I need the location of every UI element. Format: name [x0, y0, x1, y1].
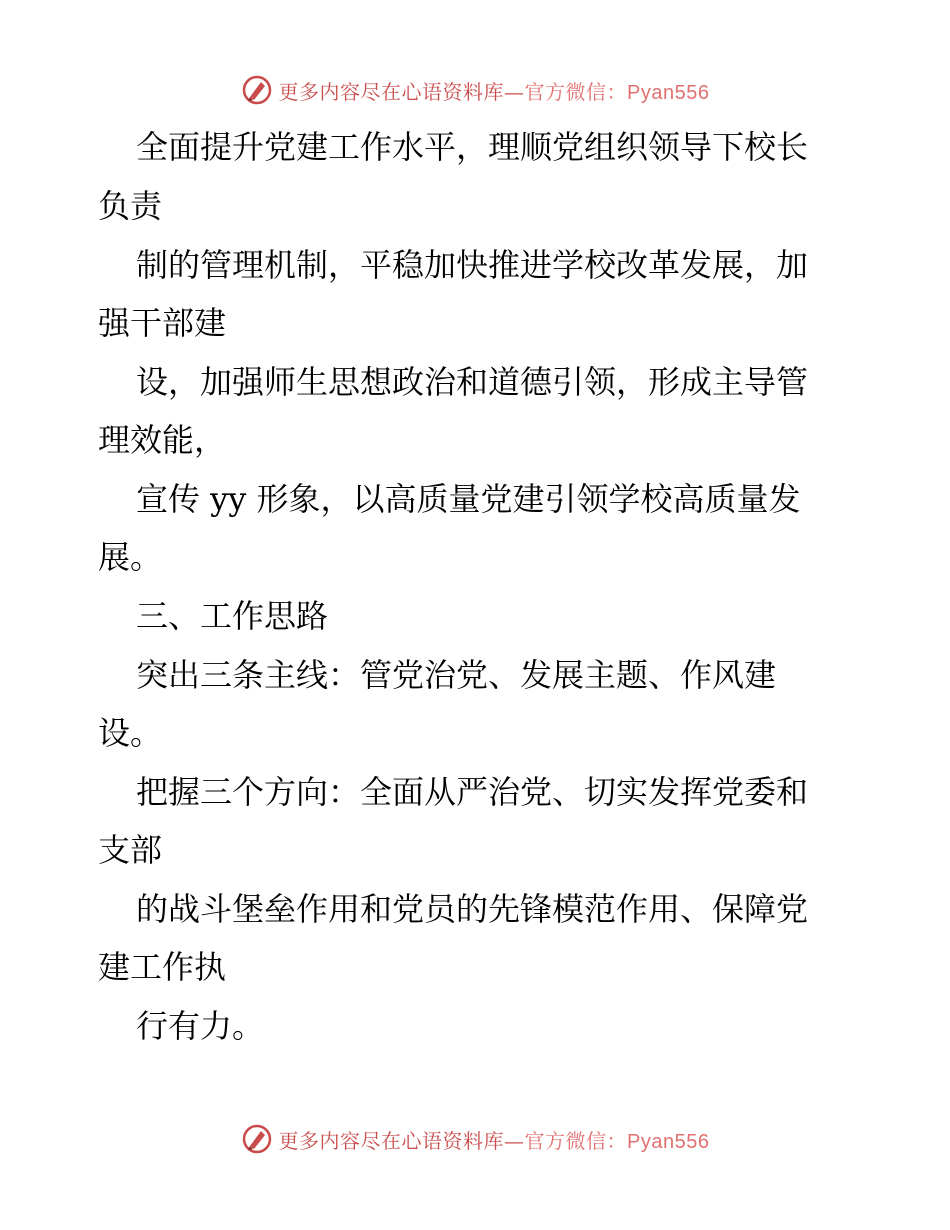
- body-line: 支部: [98, 831, 163, 869]
- body-line: 理效能，: [98, 421, 227, 459]
- body-line: 展。: [98, 538, 163, 576]
- body-line: 突出三条主线：管党治党、发展主题、作风建: [136, 656, 777, 694]
- body-line: 强干部建: [98, 304, 227, 342]
- watermark-id: Pyan556: [627, 1130, 710, 1153]
- body-line: 设，加强师生思想政治和道德引领，形成主导管: [136, 363, 809, 401]
- pen-logo-icon: [241, 1123, 273, 1155]
- footer-watermark: [0, 1119, 950, 1159]
- watermark-sub: 官方微信：: [524, 79, 628, 104]
- watermark-sub: 官方微信：: [524, 1128, 628, 1153]
- watermark-main: 更多内容尽在心语资料库: [278, 1128, 505, 1153]
- watermark-main: 更多内容尽在心语资料库: [278, 79, 505, 104]
- watermark-dash: —: [504, 1128, 525, 1153]
- body-line: 的战斗堡垒作用和党员的先锋模范作用、保障党: [136, 890, 809, 928]
- body-line: 负责: [98, 187, 163, 225]
- section-heading: 三、工作思路: [136, 597, 329, 635]
- watermark-text: [279, 76, 710, 105]
- body-line: 宣传 yy 形象，以高质量党建引领学校高质量发: [136, 480, 801, 518]
- body-line: 全面提升党建工作水平，理顺党组织领导下校长: [136, 128, 809, 166]
- header-watermark: [0, 70, 950, 110]
- pen-logo-icon: [241, 74, 273, 106]
- watermark-text: [279, 1125, 710, 1154]
- body-line: 建工作执: [98, 948, 227, 986]
- watermark-id: Pyan556: [627, 81, 710, 104]
- body-line: 设。: [98, 714, 163, 752]
- watermark-dash: —: [504, 79, 525, 104]
- body-line: 把握三个方向：全面从严治党、切实发挥党委和: [136, 773, 809, 811]
- body-line: 行有力。: [136, 1007, 265, 1045]
- body-line: 制的管理机制，平稳加快推进学校改革发展，加: [136, 246, 809, 284]
